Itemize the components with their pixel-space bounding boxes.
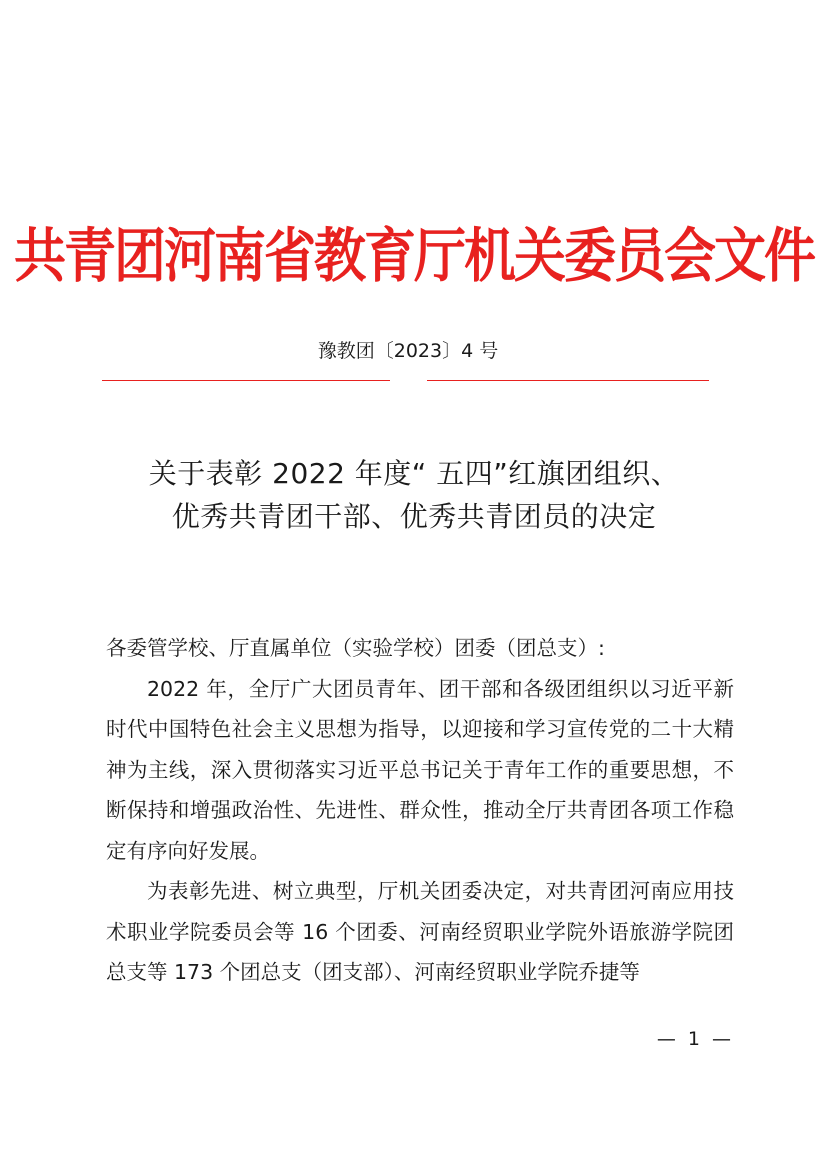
- document-body: [106, 628, 734, 993]
- red-divider-left: [102, 380, 390, 381]
- addressee: 各委管学校、厅直属单位（实验学校）团委（团总支）:: [106, 636, 605, 660]
- document-title-line-2: 优秀共青团干部、优秀共青团员的决定: [171, 500, 657, 533]
- document-number: 豫教团〔2023〕4 号: [317, 340, 499, 362]
- red-header-title: 共青团河南省教育厅机关委员会文件: [13, 223, 814, 291]
- body-paragraph-1: 2022 年，全厅广大团员青年、团干部和各级团组织以习近平新时代中国特色社会主义思想为指导，以迎接和学习宣传党的二十大精神为主线，深入贯彻落实习近平总书记关于青年工作的重要思想，不断保持和增强政治性、先进性、群众性，推动全厅共青团各项工作稳定有序向好发展。: [106, 676, 734, 863]
- body-paragraph-2: 为表彰先进、树立典型，厅机关团委决定，对共青团河南应用技术职业学院委员会等 16 个团委、河南经贸职业学院外语旅游学院团总支等 173 个团总支（团支部）、河南经贸职业学院乔捷等: [106, 879, 734, 984]
- page-number: — 1 —: [656, 1028, 734, 1050]
- document-title-line-1: 关于表彰 2022 年度“ 五四”红旗团组织、: [148, 457, 680, 490]
- red-divider-right: [427, 380, 709, 381]
- document-title: [0, 452, 828, 538]
